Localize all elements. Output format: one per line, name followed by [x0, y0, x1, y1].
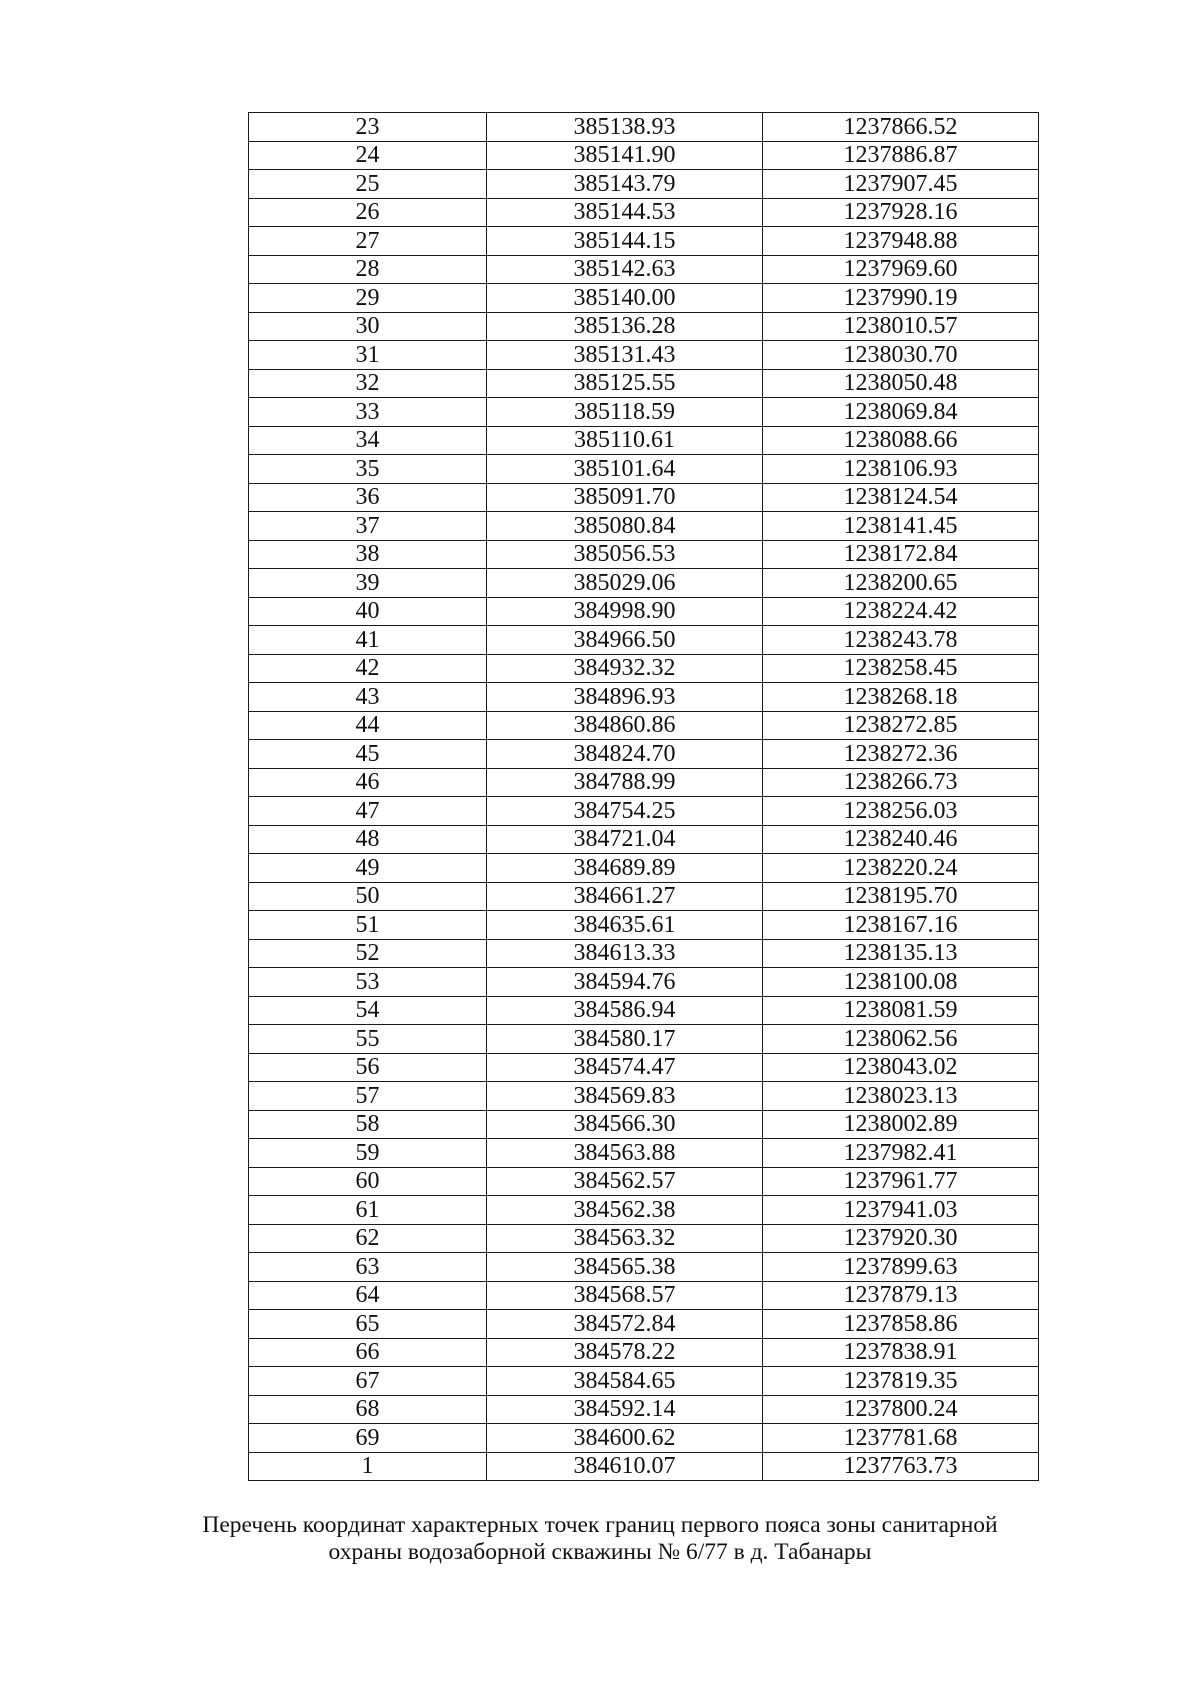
point-number-cell: 60	[249, 1167, 487, 1196]
x-coordinate-cell: 384966.50	[487, 626, 763, 655]
y-coordinate-cell: 1238043.02	[763, 1053, 1039, 1082]
point-number-cell: 53	[249, 968, 487, 997]
y-coordinate-cell: 1237920.30	[763, 1224, 1039, 1253]
point-number-cell: 54	[249, 996, 487, 1025]
y-coordinate-cell: 1237948.88	[763, 227, 1039, 256]
y-coordinate-cell: 1238050.48	[763, 369, 1039, 398]
y-coordinate-cell: 1237879.13	[763, 1281, 1039, 1310]
y-coordinate-cell: 1237838.91	[763, 1338, 1039, 1367]
table-row	[249, 170, 1039, 199]
table-row	[249, 284, 1039, 313]
y-coordinate-cell: 1238002.89	[763, 1110, 1039, 1139]
x-coordinate-cell: 384661.27	[487, 882, 763, 911]
y-coordinate-cell: 1237819.35	[763, 1367, 1039, 1396]
y-coordinate-cell: 1238088.66	[763, 426, 1039, 455]
x-coordinate-cell: 384562.38	[487, 1196, 763, 1225]
point-number-cell: 47	[249, 797, 487, 826]
y-coordinate-cell: 1238220.24	[763, 854, 1039, 883]
x-coordinate-cell: 385144.15	[487, 227, 763, 256]
point-number-cell: 66	[249, 1338, 487, 1367]
point-number-cell: 38	[249, 540, 487, 569]
x-coordinate-cell: 385080.84	[487, 512, 763, 541]
x-coordinate-cell: 385118.59	[487, 398, 763, 427]
x-coordinate-cell: 385136.28	[487, 312, 763, 341]
x-coordinate-cell: 384584.65	[487, 1367, 763, 1396]
x-coordinate-cell: 384613.33	[487, 939, 763, 968]
point-number-cell: 23	[249, 113, 487, 142]
y-coordinate-cell: 1237969.60	[763, 255, 1039, 284]
point-number-cell: 45	[249, 740, 487, 769]
x-coordinate-cell: 384578.22	[487, 1338, 763, 1367]
table-row	[249, 1139, 1039, 1168]
y-coordinate-cell: 1238069.84	[763, 398, 1039, 427]
table-row	[249, 768, 1039, 797]
y-coordinate-cell: 1238172.84	[763, 540, 1039, 569]
point-number-cell: 55	[249, 1025, 487, 1054]
x-coordinate-cell: 385141.90	[487, 141, 763, 170]
coordinates-table-body	[249, 113, 1039, 1481]
table-row	[249, 968, 1039, 997]
x-coordinate-cell: 384610.07	[487, 1452, 763, 1481]
x-coordinate-cell: 385143.79	[487, 170, 763, 199]
y-coordinate-cell: 1238141.45	[763, 512, 1039, 541]
point-number-cell: 35	[249, 455, 487, 484]
coordinates-table	[248, 112, 1039, 1481]
point-number-cell: 68	[249, 1395, 487, 1424]
point-number-cell: 29	[249, 284, 487, 313]
y-coordinate-cell: 1238256.03	[763, 797, 1039, 826]
table-row	[249, 597, 1039, 626]
table-row	[249, 882, 1039, 911]
point-number-cell: 62	[249, 1224, 487, 1253]
point-number-cell: 34	[249, 426, 487, 455]
y-coordinate-cell: 1238200.65	[763, 569, 1039, 598]
y-coordinate-cell: 1238062.56	[763, 1025, 1039, 1054]
x-coordinate-cell: 384754.25	[487, 797, 763, 826]
y-coordinate-cell: 1238243.78	[763, 626, 1039, 655]
table-row	[249, 1310, 1039, 1339]
x-coordinate-cell: 384635.61	[487, 911, 763, 940]
table-row	[249, 911, 1039, 940]
y-coordinate-cell: 1237928.16	[763, 198, 1039, 227]
x-coordinate-cell: 384565.38	[487, 1253, 763, 1282]
x-coordinate-cell: 385131.43	[487, 341, 763, 370]
x-coordinate-cell: 384896.93	[487, 683, 763, 712]
x-coordinate-cell: 384562.57	[487, 1167, 763, 1196]
table-row	[249, 939, 1039, 968]
table-row	[249, 825, 1039, 854]
table-row	[249, 1082, 1039, 1111]
table-row	[249, 1424, 1039, 1453]
x-coordinate-cell: 384563.32	[487, 1224, 763, 1253]
point-number-cell: 36	[249, 483, 487, 512]
y-coordinate-cell: 1237886.87	[763, 141, 1039, 170]
point-number-cell: 42	[249, 654, 487, 683]
table-row	[249, 1338, 1039, 1367]
x-coordinate-cell: 384860.86	[487, 711, 763, 740]
table-row	[249, 1053, 1039, 1082]
point-number-cell: 64	[249, 1281, 487, 1310]
y-coordinate-cell: 1237907.45	[763, 170, 1039, 199]
point-number-cell: 63	[249, 1253, 487, 1282]
table-row	[249, 369, 1039, 398]
x-coordinate-cell: 385110.61	[487, 426, 763, 455]
x-coordinate-cell: 385091.70	[487, 483, 763, 512]
point-number-cell: 39	[249, 569, 487, 598]
y-coordinate-cell: 1237899.63	[763, 1253, 1039, 1282]
table-row	[249, 483, 1039, 512]
point-number-cell: 58	[249, 1110, 487, 1139]
x-coordinate-cell: 384824.70	[487, 740, 763, 769]
y-coordinate-cell: 1238030.70	[763, 341, 1039, 370]
point-number-cell: 32	[249, 369, 487, 398]
table-row	[249, 996, 1039, 1025]
table-row	[249, 654, 1039, 683]
table-row	[249, 426, 1039, 455]
x-coordinate-cell: 384566.30	[487, 1110, 763, 1139]
point-number-cell: 49	[249, 854, 487, 883]
y-coordinate-cell: 1237800.24	[763, 1395, 1039, 1424]
x-coordinate-cell: 384600.62	[487, 1424, 763, 1453]
y-coordinate-cell: 1237982.41	[763, 1139, 1039, 1168]
x-coordinate-cell: 384586.94	[487, 996, 763, 1025]
table-row	[249, 198, 1039, 227]
caption-line-2: охраны водозаборной скважины № 6/77 в д. Табанары	[328, 1539, 872, 1565]
x-coordinate-cell: 385029.06	[487, 569, 763, 598]
y-coordinate-cell: 1238124.54	[763, 483, 1039, 512]
y-coordinate-cell: 1238258.45	[763, 654, 1039, 683]
table-caption	[150, 1512, 1050, 1566]
x-coordinate-cell: 384572.84	[487, 1310, 763, 1339]
y-coordinate-cell: 1238167.16	[763, 911, 1039, 940]
y-coordinate-cell: 1238106.93	[763, 455, 1039, 484]
table-row	[249, 711, 1039, 740]
table-row	[249, 255, 1039, 284]
point-number-cell: 1	[249, 1452, 487, 1481]
y-coordinate-cell: 1238081.59	[763, 996, 1039, 1025]
caption-line-1: Перечень координат характерных точек границ первого пояса зоны санитарной	[202, 1512, 998, 1538]
table-row	[249, 341, 1039, 370]
point-number-cell: 50	[249, 882, 487, 911]
table-row	[249, 1367, 1039, 1396]
table-row	[249, 1281, 1039, 1310]
x-coordinate-cell: 384569.83	[487, 1082, 763, 1111]
x-coordinate-cell: 385144.53	[487, 198, 763, 227]
table-row	[249, 797, 1039, 826]
point-number-cell: 48	[249, 825, 487, 854]
table-row	[249, 626, 1039, 655]
table-row	[249, 1167, 1039, 1196]
table-row	[249, 1025, 1039, 1054]
table-row	[249, 1253, 1039, 1282]
table-row	[249, 854, 1039, 883]
point-number-cell: 24	[249, 141, 487, 170]
table-row	[249, 1452, 1039, 1481]
point-number-cell: 27	[249, 227, 487, 256]
y-coordinate-cell: 1237781.68	[763, 1424, 1039, 1453]
x-coordinate-cell: 385101.64	[487, 455, 763, 484]
y-coordinate-cell: 1238135.13	[763, 939, 1039, 968]
point-number-cell: 46	[249, 768, 487, 797]
x-coordinate-cell: 384689.89	[487, 854, 763, 883]
x-coordinate-cell: 385140.00	[487, 284, 763, 313]
table-row	[249, 312, 1039, 341]
point-number-cell: 52	[249, 939, 487, 968]
point-number-cell: 41	[249, 626, 487, 655]
y-coordinate-cell: 1238224.42	[763, 597, 1039, 626]
y-coordinate-cell: 1238100.08	[763, 968, 1039, 997]
table-row	[249, 113, 1039, 142]
point-number-cell: 40	[249, 597, 487, 626]
y-coordinate-cell: 1238010.57	[763, 312, 1039, 341]
point-number-cell: 44	[249, 711, 487, 740]
y-coordinate-cell: 1238266.73	[763, 768, 1039, 797]
table-row	[249, 1196, 1039, 1225]
point-number-cell: 43	[249, 683, 487, 712]
point-number-cell: 31	[249, 341, 487, 370]
point-number-cell: 67	[249, 1367, 487, 1396]
x-coordinate-cell: 384594.76	[487, 968, 763, 997]
x-coordinate-cell: 385056.53	[487, 540, 763, 569]
y-coordinate-cell: 1238240.46	[763, 825, 1039, 854]
y-coordinate-cell: 1237858.86	[763, 1310, 1039, 1339]
y-coordinate-cell: 1237763.73	[763, 1452, 1039, 1481]
x-coordinate-cell: 384574.47	[487, 1053, 763, 1082]
table-row	[249, 683, 1039, 712]
x-coordinate-cell: 384580.17	[487, 1025, 763, 1054]
table-row	[249, 1110, 1039, 1139]
point-number-cell: 59	[249, 1139, 487, 1168]
point-number-cell: 26	[249, 198, 487, 227]
x-coordinate-cell: 384788.99	[487, 768, 763, 797]
x-coordinate-cell: 385138.93	[487, 113, 763, 142]
table-row	[249, 740, 1039, 769]
table-row	[249, 398, 1039, 427]
x-coordinate-cell: 384998.90	[487, 597, 763, 626]
y-coordinate-cell: 1238272.36	[763, 740, 1039, 769]
y-coordinate-cell: 1238268.18	[763, 683, 1039, 712]
point-number-cell: 51	[249, 911, 487, 940]
point-number-cell: 30	[249, 312, 487, 341]
table-row	[249, 455, 1039, 484]
y-coordinate-cell: 1237941.03	[763, 1196, 1039, 1225]
table-row	[249, 1224, 1039, 1253]
y-coordinate-cell: 1238023.13	[763, 1082, 1039, 1111]
y-coordinate-cell: 1237866.52	[763, 113, 1039, 142]
point-number-cell: 56	[249, 1053, 487, 1082]
table-row	[249, 540, 1039, 569]
y-coordinate-cell: 1237961.77	[763, 1167, 1039, 1196]
x-coordinate-cell: 384932.32	[487, 654, 763, 683]
point-number-cell: 65	[249, 1310, 487, 1339]
point-number-cell: 61	[249, 1196, 487, 1225]
point-number-cell: 57	[249, 1082, 487, 1111]
y-coordinate-cell: 1237990.19	[763, 284, 1039, 313]
table-row	[249, 1395, 1039, 1424]
point-number-cell: 37	[249, 512, 487, 541]
x-coordinate-cell: 384563.88	[487, 1139, 763, 1168]
x-coordinate-cell: 384592.14	[487, 1395, 763, 1424]
y-coordinate-cell: 1238272.85	[763, 711, 1039, 740]
y-coordinate-cell: 1238195.70	[763, 882, 1039, 911]
x-coordinate-cell: 385125.55	[487, 369, 763, 398]
table-row	[249, 141, 1039, 170]
table-row	[249, 512, 1039, 541]
x-coordinate-cell: 384721.04	[487, 825, 763, 854]
x-coordinate-cell: 385142.63	[487, 255, 763, 284]
table-row	[249, 569, 1039, 598]
point-number-cell: 28	[249, 255, 487, 284]
point-number-cell: 69	[249, 1424, 487, 1453]
point-number-cell: 25	[249, 170, 487, 199]
table-row	[249, 227, 1039, 256]
x-coordinate-cell: 384568.57	[487, 1281, 763, 1310]
point-number-cell: 33	[249, 398, 487, 427]
